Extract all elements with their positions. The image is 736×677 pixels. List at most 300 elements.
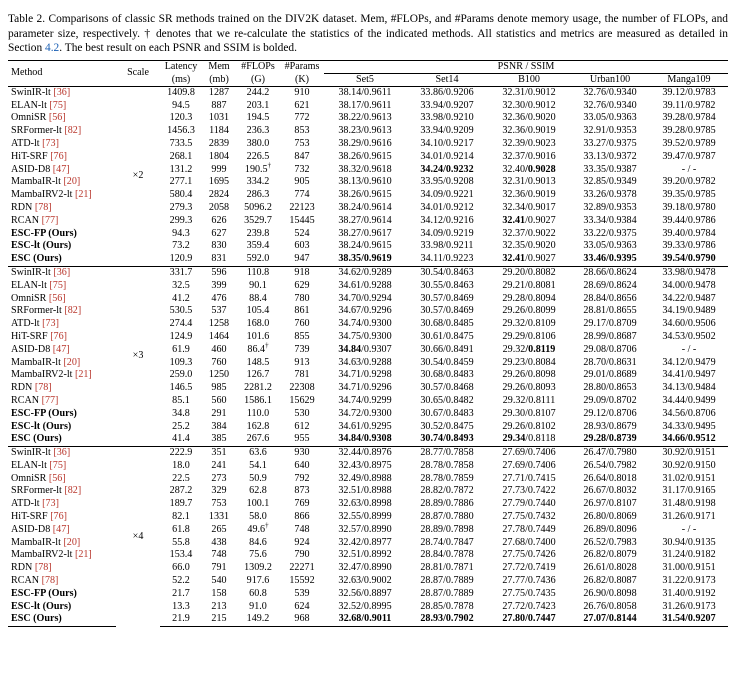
set14-metric-cell: 28.77/0.7858 [406,447,488,460]
citation-link[interactable]: [47] [52,163,70,175]
latency-value: 41.2 [172,292,190,304]
citation-link[interactable]: [82] [64,125,82,137]
flops-value: 162.8 [246,420,270,432]
mem-value: 1464 [208,330,230,342]
flops-cell [236,112,280,125]
flops-cell [236,86,280,99]
method-name: ESC-lt (Ours) [11,600,72,612]
citation-link[interactable]: [76] [50,511,68,523]
method-name: SwinIR-lt [11,266,51,278]
set5-metric-cell: 32.47/0.8990 [338,562,392,574]
citation-link[interactable]: [21] [74,549,92,561]
set5-metric-cell: 38.35/0.9619 [338,253,392,265]
params-cell [280,318,324,331]
flops-value: 91.0 [249,600,267,612]
manga-metric-cell: 34.19/0.9489 [662,305,716,317]
citation-link[interactable]: [20] [63,356,81,368]
set14-metric-cell: 30.61/0.8475 [420,330,474,342]
params-value: 913 [294,356,310,368]
method-name: MambaIRV2-lt [11,189,73,201]
manga-metric-cell: 34.44/0.9499 [662,394,716,406]
params-cell [280,537,324,550]
method-name: OmniSR [11,292,47,304]
b100-metric-cell: 29.26/0.8102 [502,420,556,432]
set5-metric-cell: 34.72/0.9300 [338,407,392,419]
urban-metric-cell: 26.67/0.8032 [583,485,637,497]
set5-metric-cell: 34.62/0.9289 [324,266,406,279]
set5-metric-cell: 32.63/0.9002 [338,575,392,587]
flops-value: 3529.7 [244,214,272,226]
flops-cell [236,421,280,434]
set5-metric-cell: 34.84/0.9308 [338,433,392,445]
latency-value: 277.1 [169,176,193,188]
set5-metric-cell: 38.27/0.9617 [338,227,392,239]
scale-cell: ×3 [116,266,160,446]
citation-link[interactable]: [73] [42,137,59,149]
flops-value: 101.6 [246,330,270,342]
latency-cell [160,215,202,228]
params-value: 910 [294,86,310,98]
method-name: MambaIRV2-lt [11,369,73,381]
mem-value: 627 [211,227,227,239]
latency-value: 124.9 [169,330,193,342]
header-latency-unit: (ms) [160,73,202,86]
manga-metric-cell: 34.12/0.9479 [662,356,716,368]
manga-metric-cell: 31.00/0.9151 [662,562,716,574]
flops-value: 75.6 [249,549,267,561]
urban-metric-cell: 26.82/0.8079 [583,549,637,561]
header-flops-unit: (G) [236,73,280,86]
flops-cell [236,498,280,511]
method-name: ATD-lt [11,137,40,149]
latency-cell [160,331,202,344]
citation-link[interactable]: [36] [53,266,71,278]
flops-cell [236,369,280,382]
set5-metric-cell: 38.26/0.9615 [338,150,392,162]
mem-value: 1695 [208,176,230,188]
flops-cell [236,240,280,253]
latency-value: 530.5 [169,305,193,317]
method-name: ESC (Ours) [11,433,62,445]
params-value: 732 [294,163,310,175]
citation-link[interactable]: [47] [52,343,70,355]
method-name: ESC (Ours) [11,253,62,265]
b100-metric-cell: 27.68/0.7400 [502,536,556,548]
flops-cell [236,549,280,562]
latency-cell [160,266,202,279]
manga-metric-cell: 34.22/0.9487 [662,292,716,304]
mem-cell [202,112,236,125]
citation-link[interactable]: [73] [42,498,59,510]
b100-metric-cell: 29.30/0.8107 [502,407,556,419]
citation-link[interactable]: [20] [63,176,81,188]
psnr-value: 34.84 [338,343,362,355]
header-mem: Mem [202,60,236,73]
latency-value: 21.9 [172,613,190,625]
section-link[interactable]: 4.2 [45,42,60,55]
flops-value: 100.1 [246,498,270,510]
urban-metric-cell: 26.64/0.8018 [583,472,637,484]
urban-metric-cell: 32.89/0.9353 [583,201,637,213]
mem-cell [202,86,236,99]
mem-cell [202,460,236,473]
mem-value: 748 [211,549,227,561]
citation-link[interactable]: [56] [48,292,66,304]
latency-cell [160,498,202,511]
citation-link[interactable]: [75] [49,99,67,111]
citation-link[interactable]: [78] [34,382,52,394]
citation-link[interactable]: [78] [34,201,52,213]
set14-metric-cell: 30.57/0.8468 [420,382,474,394]
mem-cell [202,473,236,486]
params-cell [280,189,324,202]
latency-value: 94.3 [172,227,190,239]
method-cell [8,344,116,357]
method-name: ATD-lt [11,318,40,330]
flops-cell [236,511,280,524]
method-name: SRFormer-lt [11,305,62,317]
table-body [8,86,728,626]
urban-metric-cell: 26.97/0.8107 [583,498,637,510]
params-value: 621 [294,99,310,111]
method-cell [8,151,116,164]
params-cell [280,86,324,99]
method-cell [8,369,116,382]
urban-metric-cell: 32.76/0.9340 [583,86,637,98]
mem-cell [202,331,236,344]
method-name: RDN [11,382,33,394]
b100-metric-cell: 27.69/0.7406 [502,459,556,471]
latency-cell [160,537,202,550]
set14-metric-cell: 34.11/0.9223 [420,253,474,265]
set5-metric-cell: 32.44/0.8976 [324,447,406,460]
params-value: 624 [294,600,310,612]
flops-cell [236,305,280,318]
ssim-value: /0.8118 [525,433,556,445]
caption-label: Table 2. [8,13,46,25]
b100-metric-cell: 27.79/0.7440 [502,498,556,510]
params-value: 873 [294,485,310,497]
mem-value: 753 [211,498,227,510]
flops-cell [236,485,280,498]
manga-metric-cell: 34.66/0.9512 [662,433,716,445]
mem-cell [202,318,236,331]
params-value: 790 [294,549,310,561]
method-name: ELAN-lt [11,99,47,111]
set5-metric-cell: 38.17/0.9611 [338,99,392,111]
mem-cell [202,421,236,434]
set5-metric-cell: 34.70/0.9294 [338,292,392,304]
flops-cell [236,460,280,473]
latency-value: 55.8 [172,536,190,548]
latency-cell [160,344,202,357]
flops-cell [236,447,280,460]
b100-metric-cell: 32.30/0.9012 [502,99,556,111]
header-urban100: Urban100 [570,73,650,86]
params-value: 629 [294,279,310,291]
citation-link[interactable]: [76] [50,330,68,342]
mem-cell [202,253,236,266]
citation-link[interactable]: [36] [53,86,71,98]
params-cell [280,588,324,601]
mem-value: 1184 [209,125,229,137]
set14-metric-cell: 34.09/0.9221 [420,189,474,201]
citation-link[interactable]: [76] [50,150,68,162]
mem-cell [202,125,236,138]
flops-value: 1586.1 [244,394,272,406]
flops-value: 58.0 [249,511,267,523]
urban-metric-cell: 28.66/0.8624 [570,266,650,279]
urban-metric-cell: 26.52/0.7983 [583,536,637,548]
scale-cell: ×2 [132,169,144,181]
latency-value: 73.2 [172,240,190,252]
citation-link[interactable]: [56] [48,472,66,484]
mem-value: 831 [211,253,227,265]
flops-value: 203.1 [246,99,270,111]
set5-metric-cell: 38.24/0.9615 [338,240,392,252]
urban-metric-cell: 29.17/0.8709 [583,318,637,330]
citation-link[interactable]: [75] [49,279,67,291]
mem-cell [202,395,236,408]
method-name: ESC-FP (Ours) [11,227,77,239]
mem-cell [202,537,236,550]
mem-cell [202,524,236,537]
flops-value: 105.4 [246,305,270,317]
params-value: 955 [294,433,310,445]
manga-metric-cell: 31.24/0.9182 [662,549,716,561]
flops-value: 917.6 [246,575,270,587]
set5-metric-cell: 34.74/0.9299 [338,394,392,406]
method-name: ASID-D8 [11,343,51,355]
latency-value: 18.0 [172,459,190,471]
params-cell [280,215,324,228]
method-cell [8,498,116,511]
params-value: 772 [294,112,310,124]
params-cell [280,125,324,138]
mem-value: 1258 [208,318,230,330]
method-cell [8,125,116,138]
latency-value: 61.9 [172,343,190,355]
params-value: 530 [294,407,310,419]
set14-metric-cell: 28.89/0.7898 [420,523,474,535]
params-value: 612 [294,420,310,432]
flops-cell [236,601,280,614]
method-cell [8,293,116,306]
ssim-value: /0.9028 [525,163,556,175]
mem-cell [202,280,236,293]
urban-metric-cell: 26.76/0.8058 [583,600,637,612]
latency-value: 222.9 [169,447,193,459]
b100-metric-cell: 29.29/0.8106 [502,330,556,342]
set14-metric-cell: 30.54/0.8459 [420,356,474,368]
mem-value: 351 [211,447,227,459]
method-cell [8,421,116,434]
latency-value: 259.0 [169,369,193,381]
flops-value: 149.2 [246,613,270,625]
manga-metric-cell: 34.00/0.9478 [662,279,716,291]
mem-cell [202,408,236,421]
set14-metric-cell: 30.66/0.8491 [420,343,474,355]
citation-link[interactable]: [75] [49,459,67,471]
method-cell [8,473,116,486]
citation-link[interactable]: [82] [64,485,82,497]
method-name: ATD-lt [11,498,40,510]
mem-value: 158 [211,587,227,599]
mem-value: 2824 [208,189,230,201]
mem-cell [202,138,236,151]
set5-metric-cell: 34.67/0.9296 [338,305,392,317]
latency-cell [160,176,202,189]
set5-metric-cell: 32.51/0.8992 [338,549,392,561]
latency-cell [160,112,202,125]
header-manga109: Manga109 [650,73,728,86]
urban-metric-cell: 28.69/0.8624 [583,279,637,291]
mem-value: 291 [211,407,227,419]
latency-cell [160,524,202,537]
method-cell [8,189,116,202]
citation-link[interactable]: [21] [74,369,92,381]
b100-metric-cell: 29.28/0.8094 [502,292,556,304]
citation-link[interactable]: [56] [48,112,66,124]
params-cell [280,357,324,370]
flops-value: 110.0 [246,407,270,419]
latency-cell [160,293,202,306]
latency-value: 13.3 [172,600,190,612]
method-cell [8,112,116,125]
params-value: 15592 [289,575,315,587]
params-cell [280,575,324,588]
set5-metric-cell: 32.55/0.8999 [338,511,392,523]
set14-metric-cell: 33.94/0.9207 [420,99,474,111]
citation-link[interactable]: [82] [64,305,82,317]
scale-cell: ×4 [116,447,160,627]
params-value: 22271 [289,562,315,574]
params-cell [280,613,324,626]
urban-metric-cell: 29.12/0.8706 [583,407,637,419]
set5-metric-cell: 38.23/0.9613 [338,125,392,137]
psnr-value: 32.41 [502,253,526,265]
flops-cell [236,331,280,344]
mem-value: 399 [211,279,227,291]
latency-value: 268.1 [169,150,193,162]
latency-value: 153.4 [169,549,193,561]
mem-cell [202,511,236,524]
urban-metric-cell: 26.54/0.7982 [583,459,637,471]
b100-metric-cell: 32.37/0.9016 [502,150,556,162]
latency-value: 274.4 [169,318,193,330]
params-cell [280,280,324,293]
citation-link[interactable]: [47] [52,523,70,535]
params-value: 760 [294,318,310,330]
header-params: #Params [280,60,324,73]
flops-value: 148.5 [246,356,270,368]
params-value: 15445 [289,214,315,226]
citation-link[interactable]: [21] [74,189,92,201]
manga-metric-cell: - / - [681,343,697,355]
flops-cell [236,100,280,113]
psnr-value: 29.32 [502,343,526,355]
dagger-mark: † [265,521,269,530]
set14-metric-cell: 30.57/0.8469 [420,292,474,304]
params-cell [280,524,324,537]
params-value: 780 [294,292,310,304]
citation-link[interactable]: [77] [41,394,59,406]
mem-cell [202,447,236,460]
method-cell [8,240,116,253]
method-cell [8,86,116,99]
flops-cell [236,202,280,215]
latency-cell [160,305,202,318]
latency-value: 580.4 [169,189,193,201]
manga-metric-cell: 34.41/0.9497 [662,369,716,381]
latency-value: 131.2 [169,163,193,175]
latency-cell [160,357,202,370]
set14-metric-cell: 30.65/0.8482 [420,394,474,406]
table-row [8,447,728,460]
citation-link[interactable]: [73] [42,318,59,330]
set14-metric-cell: 30.54/0.8463 [406,266,488,279]
citation-link[interactable]: [20] [63,536,81,548]
method-name: HiT-SRF [11,150,48,162]
latency-value: 120.3 [169,112,193,124]
params-cell [280,485,324,498]
set5-metric-cell: 38.13/0.9610 [338,176,392,188]
flops-cell [236,215,280,228]
set14-metric-cell: 30.52/0.8475 [420,420,474,432]
params-cell [280,498,324,511]
caption-tail: . The best result on each PSNR and SSIM is bolded. [59,42,297,55]
citation-link[interactable]: [77] [41,214,59,226]
mem-value: 830 [211,240,227,252]
mem-cell [202,357,236,370]
citation-link[interactable]: [78] [41,575,59,587]
citation-link[interactable]: [78] [34,562,52,574]
mem-cell [202,369,236,382]
set5-metric-cell: 38.14/0.9611 [338,86,392,98]
latency-cell [160,549,202,562]
flops-cell [236,138,280,151]
method-cell [8,357,116,370]
urban-metric-cell: 29.08/0.8706 [583,343,637,355]
method-name: SRFormer-lt [11,125,62,137]
latency-value: 146.5 [169,382,193,394]
params-cell [280,176,324,189]
header-flops: #FLOPs [236,60,280,73]
method-cell [8,408,116,421]
params-cell [280,253,324,266]
params-cell [280,549,324,562]
citation-link[interactable]: [36] [53,447,71,459]
mem-value: 596 [211,266,227,278]
manga-metric-cell: 31.17/0.9165 [662,485,716,497]
mem-value: 241 [211,459,227,471]
params-cell [280,447,324,460]
params-value: 753 [294,137,310,149]
set5-metric-cell: 32.42/0.8977 [338,536,392,548]
set5-metric-cell: 34.74/0.9300 [338,318,392,330]
b100-metric-cell: 29.32/0.8111 [502,394,556,406]
comparison-table [8,60,728,627]
latency-value: 66.0 [172,562,190,574]
flops-value: 334.2 [246,176,270,188]
manga-metric-cell: 39.28/0.9785 [662,125,716,137]
params-cell [280,240,324,253]
header-mem-unit: (mb) [202,73,236,86]
set5-metric-cell: 32.56/0.8897 [338,587,392,599]
method-cell [8,215,116,228]
header-metric-group: PSNR / SSIM [324,60,728,73]
b100-metric-cell: 32.31/0.9013 [502,176,556,188]
